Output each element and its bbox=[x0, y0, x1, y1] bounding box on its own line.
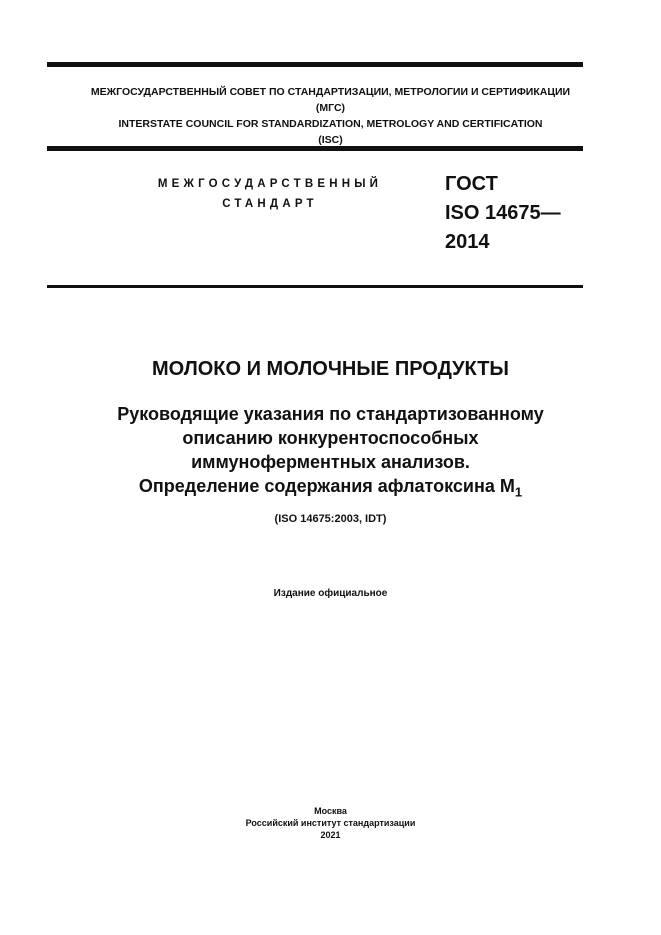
subscript: 1 bbox=[514, 484, 523, 500]
council-abbr-ru: (МГС) bbox=[315, 102, 346, 114]
document-subtitle bbox=[0, 402, 661, 505]
standard-designation bbox=[445, 170, 561, 257]
imprint-year: 2021 bbox=[320, 830, 341, 840]
subtitle-line1: Руководящие указания по стандартизованному bbox=[117, 404, 544, 424]
subtitle-line4 bbox=[0, 474, 661, 505]
standard-type-line1: МЕЖГОСУДАРСТВЕННЫЙ bbox=[157, 178, 383, 190]
council-name-en: INTERSTATE COUNCIL FOR STANDARDIZATION, METROLOGY AND CERTIFICATION bbox=[118, 118, 543, 130]
designation-rule bbox=[47, 285, 583, 288]
standard-type-line2: СТАНДАРТ bbox=[222, 198, 318, 210]
council-abbr-en: (ISC) bbox=[318, 134, 343, 146]
iso-reference: (ISO 14675:2003, IDT) bbox=[274, 513, 387, 525]
edition-label: Издание официальное bbox=[273, 588, 388, 599]
subtitle-line4-text: Определение содержания афлатоксина M bbox=[138, 476, 515, 496]
designation-line2: ISO 14675— bbox=[445, 202, 561, 224]
top-rule bbox=[47, 62, 583, 67]
council-name-ru: МЕЖГОСУДАРСТВЕННЫЙ СОВЕТ ПО СТАНДАРТИЗАЦИИ, МЕТРОЛОГИИ И СЕРТИФИКАЦИИ bbox=[90, 86, 571, 98]
imprint-city: Москва bbox=[314, 806, 347, 816]
subtitle-line3: иммуноферментных анализов. bbox=[191, 452, 470, 472]
standard-type bbox=[90, 174, 450, 214]
imprint bbox=[0, 805, 661, 841]
council-header bbox=[0, 84, 661, 148]
document-title: МОЛОКО И МОЛОЧНЫЕ ПРОДУКТЫ bbox=[151, 358, 510, 380]
header-rule bbox=[47, 146, 583, 151]
imprint-publisher: Российский институт стандартизации bbox=[245, 818, 416, 828]
subtitle-line2: описанию конкурентоспособных bbox=[182, 428, 479, 448]
designation-line1: ГОСТ bbox=[445, 173, 498, 195]
designation-line3: 2014 bbox=[445, 231, 490, 253]
